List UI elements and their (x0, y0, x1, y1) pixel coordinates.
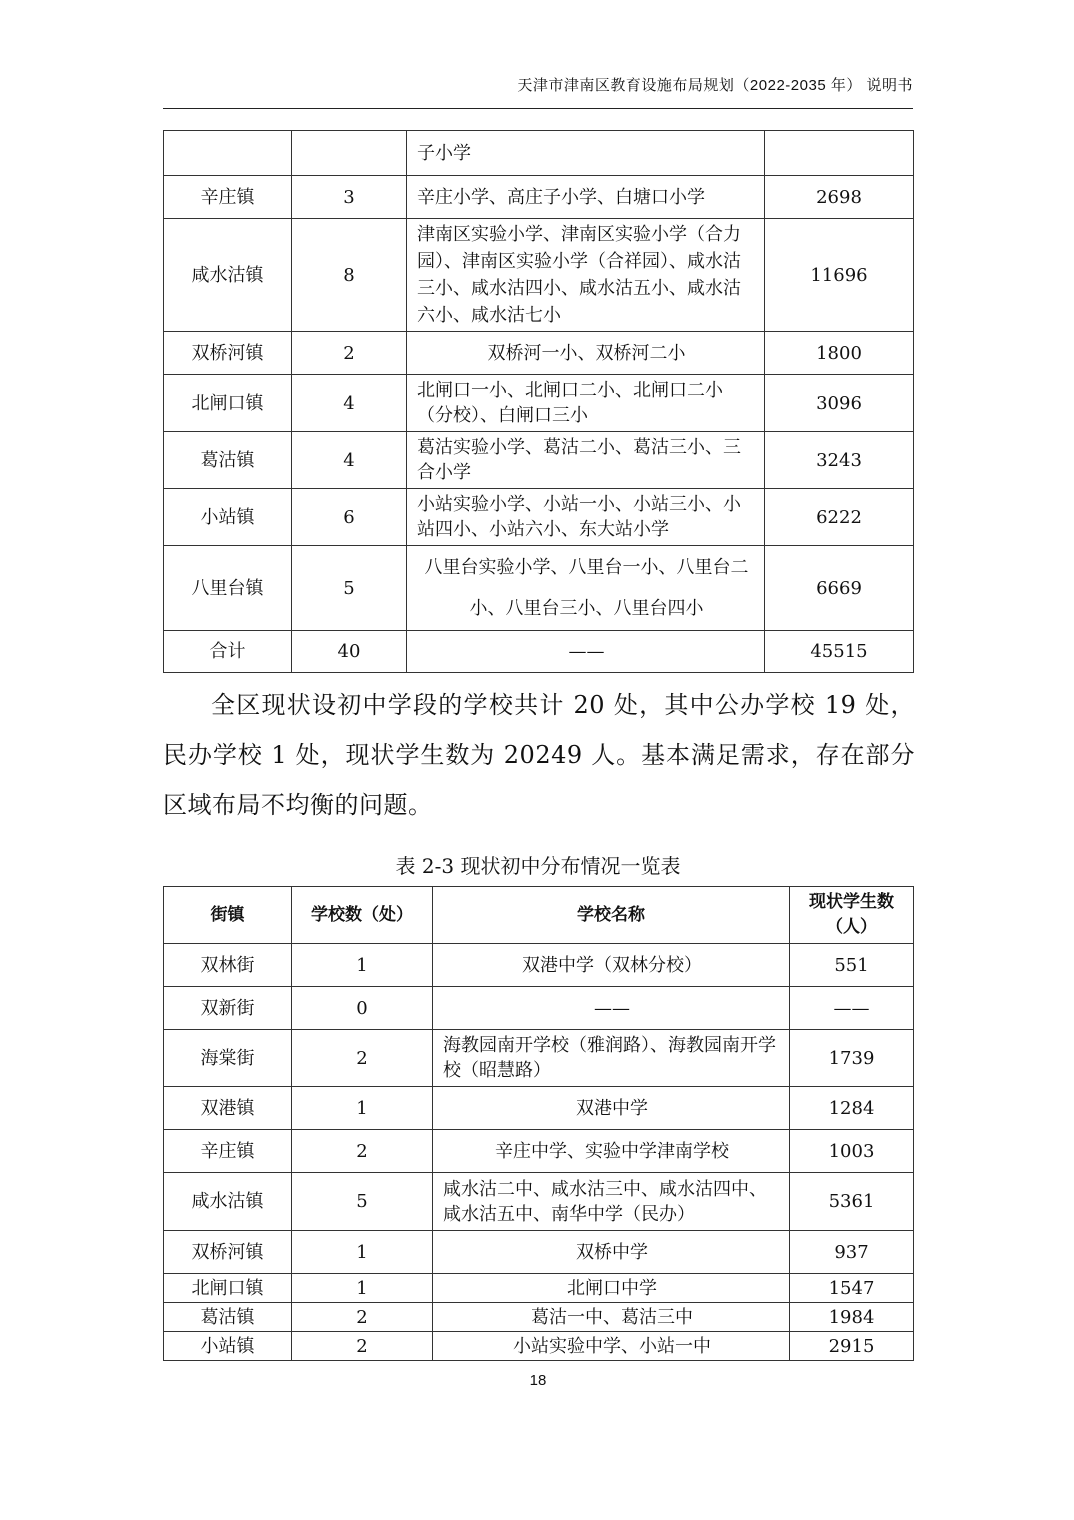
count-cell: 2 (292, 1130, 433, 1173)
students-cell: 1284 (790, 1087, 914, 1130)
count-cell: 1 (292, 1087, 433, 1130)
district-cell: 双桥河镇 (164, 1231, 292, 1274)
school-names-cell: 北闸口中学 (433, 1274, 790, 1303)
table-row (164, 1130, 914, 1173)
count-cell: 2 (292, 332, 407, 375)
students-cell: 6222 (765, 489, 914, 546)
students-cell: 1003 (790, 1130, 914, 1173)
school-names-cell: 咸水沽二中、咸水沽三中、咸水沽四中、咸水沽五中、南华中学（民办） (433, 1173, 790, 1231)
school-names-cell: 双港中学 (433, 1087, 790, 1130)
school-names-cell: 小站实验小学、小站一小、小站三小、小站四小、小站六小、东大站小学 (407, 489, 765, 546)
school-names-cell: 葛沽实验小学、葛沽二小、葛沽三小、三合小学 (407, 432, 765, 489)
students-cell: —— (790, 987, 914, 1030)
school-names-cell: 双港中学（双林分校） (433, 944, 790, 987)
district-cell: 辛庄镇 (164, 176, 292, 219)
school-names-cell: 八里台实验小学、八里台一小、八里台二小、八里台三小、八里台四小 (407, 546, 765, 631)
district-cell: 咸水沽镇 (164, 1173, 292, 1231)
school-names-cell: 子小学 (407, 131, 765, 176)
students-cell: 1739 (790, 1030, 914, 1087)
students-cell: 2698 (765, 176, 914, 219)
students-cell: 937 (790, 1231, 914, 1274)
table-header-row (164, 887, 914, 944)
school-names-cell: 辛庄中学、实验中学津南学校 (433, 1130, 790, 1173)
column-header-names: 学校名称 (433, 887, 790, 944)
total-row (164, 631, 914, 673)
school-names-cell: 辛庄小学、高庄子小学、白塘口小学 (407, 176, 765, 219)
table-row (164, 332, 914, 375)
primary-schools-table-continued (163, 130, 914, 673)
students-cell: 1547 (790, 1274, 914, 1303)
count-cell: 5 (292, 546, 407, 631)
count-cell (292, 131, 407, 176)
table-row (164, 1274, 914, 1303)
table-row (164, 1173, 914, 1231)
students-cell: 3243 (765, 432, 914, 489)
school-names-cell: 津南区实验小学、津南区实验小学（合力园）、津南区实验小学（合祥园）、咸水沽三小、咸水沽四小、咸水沽五小、咸水沽六小、咸水沽七小 (407, 219, 765, 332)
district-cell: 咸水沽镇 (164, 219, 292, 332)
students-cell (765, 131, 914, 176)
body-paragraph: 全区现状设初中学段的学校共计 20 处，其中公办学校 19 处，民办学校 1 处，现状学生数为 20249 人。基本满足需求，存在部分区域布局不均衡的问题。 (163, 691, 915, 819)
column-header-students: 现状学生数（人） (790, 887, 914, 944)
table-row (164, 1303, 914, 1332)
table-row (164, 1030, 914, 1087)
document-header: 天津市津南区教育设施布局规划（2022-2035 年） 说明书 (517, 77, 913, 94)
students-cell: 1800 (765, 332, 914, 375)
district-cell: 辛庄镇 (164, 1130, 292, 1173)
count-cell: 1 (292, 1274, 433, 1303)
district-cell: 小站镇 (164, 1332, 292, 1361)
count-cell: 3 (292, 176, 407, 219)
school-names-cell: 海教园南开学校（雅润路）、海教园南开学校（昭慧路） (433, 1030, 790, 1087)
students-cell: 1984 (790, 1303, 914, 1332)
students-cell: 45515 (765, 631, 914, 673)
students-cell: 551 (790, 944, 914, 987)
district-cell: 海棠街 (164, 1030, 292, 1087)
count-cell: 4 (292, 375, 407, 432)
table-row (164, 546, 914, 631)
count-cell: 0 (292, 987, 433, 1030)
school-names-cell: —— (407, 631, 765, 673)
school-names-cell: 小站实验中学、小站一中 (433, 1332, 790, 1361)
column-header-district: 街镇 (164, 887, 292, 944)
district-cell: 葛沽镇 (164, 432, 292, 489)
district-cell (164, 131, 292, 176)
count-cell: 40 (292, 631, 407, 673)
district-cell: 北闸口镇 (164, 375, 292, 432)
count-cell: 1 (292, 1231, 433, 1274)
school-names-cell: 双桥河一小、双桥河二小 (407, 332, 765, 375)
district-cell: 葛沽镇 (164, 1303, 292, 1332)
school-names-cell: 双桥中学 (433, 1231, 790, 1274)
count-cell: 2 (292, 1030, 433, 1087)
count-cell: 2 (292, 1332, 433, 1361)
table-row (164, 987, 914, 1030)
table-row (164, 1231, 914, 1274)
table-row (164, 1087, 914, 1130)
students-cell: 11696 (765, 219, 914, 332)
school-names-cell: 北闸口一小、北闸口二小、北闸口二小（分校）、白闸口三小 (407, 375, 765, 432)
table-row (164, 375, 914, 432)
table-row (164, 489, 914, 546)
students-cell: 2915 (790, 1332, 914, 1361)
header-rule (163, 108, 913, 109)
count-cell: 2 (292, 1303, 433, 1332)
table-row (164, 944, 914, 987)
district-cell: 双桥河镇 (164, 332, 292, 375)
district-cell: 合计 (164, 631, 292, 673)
students-cell: 3096 (765, 375, 914, 432)
district-cell: 双林街 (164, 944, 292, 987)
table-row (164, 1332, 914, 1361)
count-cell: 6 (292, 489, 407, 546)
count-cell: 5 (292, 1173, 433, 1231)
count-cell: 8 (292, 219, 407, 332)
students-cell: 5361 (790, 1173, 914, 1231)
district-cell: 小站镇 (164, 489, 292, 546)
count-cell: 4 (292, 432, 407, 489)
table-row (164, 219, 914, 332)
table-caption: 表 2-3 现状初中分布情况一览表 (395, 854, 681, 878)
count-cell: 1 (292, 944, 433, 987)
district-cell: 双新街 (164, 987, 292, 1030)
table-row (164, 131, 914, 176)
district-cell: 八里台镇 (164, 546, 292, 631)
students-cell: 6669 (765, 546, 914, 631)
district-cell: 双港镇 (164, 1087, 292, 1130)
table-row (164, 176, 914, 219)
column-header-count: 学校数（处） (292, 887, 433, 944)
table-row (164, 432, 914, 489)
page-number: 18 (529, 1372, 547, 1389)
middle-schools-table (163, 886, 914, 1361)
school-names-cell: —— (433, 987, 790, 1030)
school-names-cell: 葛沽一中、葛沽三中 (433, 1303, 790, 1332)
district-cell: 北闸口镇 (164, 1274, 292, 1303)
